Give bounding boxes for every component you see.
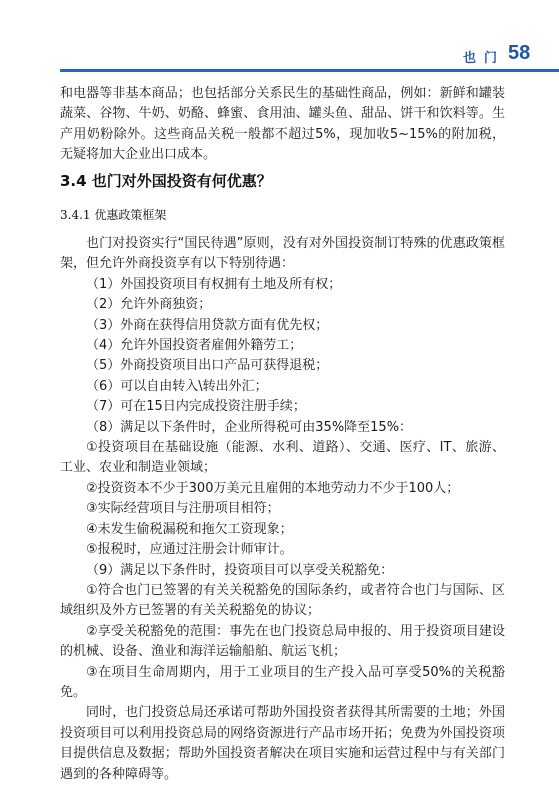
sub-list-item: ②享受关税豁免的范围：事先在也门投资总局申报的、用于投资项目建设的机械、设备、渔业和海洋运输船舶、航运飞机；: [60, 623, 505, 660]
list-item: （7）可在15日内完成投资注册手续；: [86, 399, 306, 415]
list-item: （6）可以自由转入\转出外汇；: [86, 378, 268, 394]
sub-list-item: ③实际经营项目与注册项目相符；: [86, 501, 280, 517]
list-item: （9）满足以下条件时，投资项目可以享受关税豁免：: [86, 562, 394, 578]
header-rule: [60, 69, 559, 72]
list-item: （1）外国投资项目有权拥有土地及所有权；: [86, 276, 342, 292]
sub-list-item: ④未发生偷税漏税和拖欠工资现象；: [86, 521, 293, 537]
section-title: 3.4 也门对外国投资有何优惠？: [60, 172, 272, 190]
list-item: （3）外商在获得信用贷款方面有优先权；: [86, 317, 329, 333]
body-paragraph: 也门对投资实行“国民待遇”原则，没有对外国投资制订特殊的优惠政策框架，但允许外商投资享有以下特别待遇：: [60, 236, 505, 272]
intro-paragraph-block: [60, 84, 505, 166]
sub-list-item: ⑤报税时，应通过注册会计师审计。: [86, 542, 293, 558]
intro-paragraph: 和电器等非基本商品；也包括部分关系民生的基础性商品，例如：新鲜和罐装蔬菜、谷物、牛奶、奶酪、蜂蜜、食用油、罐头鱼、甜品、饼干和饮料等。生产用奶粉除外。这些商品关税一般都不超过5%，现加收5~15%的附加税，无疑将加大企业出口成本。: [60, 86, 505, 163]
section-body: [60, 234, 505, 785]
page-number: 58: [508, 42, 531, 64]
sub-list-item: ②投资资本不少于300万美元且雇佣的本地劳动力不少于100人；: [86, 480, 460, 496]
list-item: （5）外商投资项目出口产品可获得退税；: [86, 358, 329, 374]
sub-list-item: ③在项目生命周期内，用于工业项目的生产投入品可享受50%的关税豁免。: [60, 664, 505, 700]
list-item: （2）允许外商独资；: [86, 297, 212, 313]
sub-list-item: ①符合也门已签署的有关关税豁免的国际条约，或者符合也门与国际、区域组织及外方已签署的有关关税豁免的协议；: [60, 582, 505, 619]
subsection-title: 3.4.1 优惠政策框架: [60, 208, 167, 222]
list-item: （4）允许外国投资者雇佣外籍劳工；: [86, 338, 303, 354]
sub-list-item: ①投资项目在基础设施（能源、水利、道路）、交通、医疗、IT、旅游、工业、农业和制造业领域；: [60, 440, 505, 476]
running-header-country: 也门: [463, 51, 506, 66]
body-paragraph: 同时，也门投资总局还承诺可帮助外国投资者获得其所需要的土地；外国投资项目可以利用投资总局的网络资源进行产品市场开拓；免费为外国投资项目提供信息及数据；帮助外国投资者解决在项目实施和运营过程中与有关部门遇到的各种障碍等。: [60, 705, 505, 782]
list-item: （8）满足以下条件时，企业所得税可由35%降至15%：: [86, 419, 413, 435]
